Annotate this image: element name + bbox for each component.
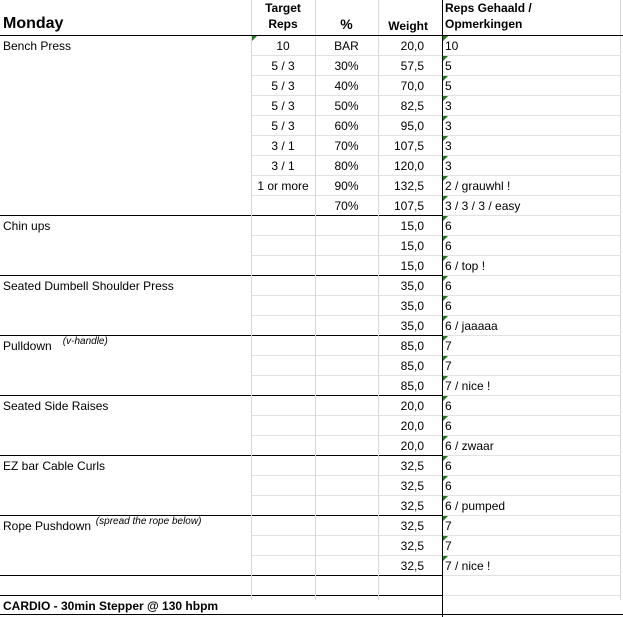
percent-cell[interactable] (315, 476, 378, 496)
table-row (0, 96, 623, 116)
comment-marker-icon (443, 556, 448, 561)
weight-cell[interactable] (378, 576, 424, 596)
table-row (0, 516, 623, 536)
percent-cell[interactable] (315, 536, 378, 556)
percent-cell[interactable] (315, 516, 378, 536)
target-reps-cell[interactable]: 5 / 3 (271, 79, 295, 93)
percent-cell[interactable]: 90% (334, 179, 359, 193)
percent-cell[interactable] (315, 296, 378, 316)
weight-cell[interactable]: 85,0 (400, 339, 424, 353)
reps-done-cell[interactable]: 6 (445, 219, 452, 233)
percent-cell[interactable]: BAR (334, 39, 359, 53)
weight-cell[interactable]: 35,0 (400, 299, 424, 313)
target-reps-cell[interactable] (251, 476, 315, 496)
weight-cell[interactable]: 32,5 (400, 559, 424, 573)
reps-done-cell[interactable]: 7 (445, 519, 452, 533)
table-row (0, 436, 623, 456)
cardio-note[interactable]: CARDIO - 30min Stepper @ 130 hbpm (3, 599, 219, 613)
target-reps-cell[interactable] (251, 396, 315, 416)
table-row (0, 416, 623, 436)
percent-cell[interactable] (315, 256, 378, 276)
comment-marker-icon (443, 256, 448, 261)
comment-marker-icon (443, 436, 448, 441)
exercise-cell[interactable]: Seated Side Raises (3, 399, 109, 413)
comment-marker-icon (443, 216, 448, 221)
comment-marker-icon (443, 76, 448, 81)
weight-cell[interactable]: 120,0 (393, 159, 424, 173)
target-reps-cell[interactable]: 1 or more (257, 179, 309, 193)
percent-cell[interactable] (315, 456, 378, 476)
table-row (0, 576, 623, 596)
weight-cell[interactable]: 20,0 (400, 39, 424, 53)
reps-done-cell[interactable]: 6 / top ! (445, 259, 486, 273)
table-row (0, 156, 623, 176)
exercise-cell[interactable]: Chin ups (3, 219, 51, 233)
grid-vline (620, 0, 621, 600)
target-reps-cell[interactable]: 5 / 3 (271, 99, 295, 113)
exercise-cell[interactable]: Seated Dumbell Shoulder Press (3, 279, 174, 293)
target-reps-cell[interactable]: 5 / 3 (271, 119, 295, 133)
target-reps-cell[interactable]: 3 / 1 (271, 159, 295, 173)
table-row (0, 356, 623, 376)
reps-done-cell[interactable]: 2 / grauwhl ! (445, 179, 511, 193)
header-weight[interactable]: Weight (388, 19, 428, 33)
percent-cell[interactable]: 70% (334, 199, 359, 213)
reps-done-cell[interactable]: 5 (445, 59, 452, 73)
reps-done-cell[interactable]: 6 (445, 459, 452, 473)
percent-cell[interactable] (315, 496, 378, 516)
table-row (0, 256, 623, 276)
reps-done-cell[interactable]: 6 (445, 239, 452, 253)
percent-cell[interactable] (315, 356, 378, 376)
header-border (0, 35, 623, 36)
percent-cell[interactable]: 30% (334, 59, 359, 73)
weight-cell[interactable]: 35,0 (400, 319, 424, 333)
weight-cell[interactable]: 95,0 (400, 119, 424, 133)
target-reps-cell[interactable] (251, 436, 315, 456)
table-row (0, 336, 623, 356)
table-row (0, 236, 623, 256)
reps-done-cell[interactable]: 3 (445, 119, 452, 133)
reps-done-cell[interactable]: 7 / nice ! (445, 559, 491, 573)
header-reps-done-line2[interactable]: Opmerkingen (445, 17, 523, 31)
percent-cell[interactable] (315, 336, 378, 356)
percent-cell[interactable] (315, 376, 378, 396)
reps-done-cell[interactable]: 6 (445, 299, 452, 313)
header-target-reps-line1[interactable]: Target (265, 1, 301, 15)
comment-marker-icon (443, 156, 448, 161)
sheet-bottom-border (0, 614, 623, 615)
reps-column-border (442, 0, 443, 617)
table-row (0, 456, 623, 476)
reps-done-cell[interactable]: 5 (445, 79, 452, 93)
table-row (0, 536, 623, 556)
exercise-cell[interactable]: Rope Pushdown (3, 519, 92, 533)
table-row (0, 76, 623, 96)
weight-cell[interactable]: 85,0 (400, 359, 424, 373)
weight-cell[interactable]: 32,5 (400, 499, 424, 513)
reps-done-cell[interactable]: 6 / pumped (445, 499, 506, 513)
weight-cell[interactable]: 85,0 (400, 379, 424, 393)
exercise-cell[interactable]: EZ bar Cable Curls (3, 459, 106, 473)
comment-marker-icon (443, 36, 448, 41)
table-row (0, 216, 623, 236)
table-row (0, 36, 623, 56)
percent-cell[interactable] (315, 396, 378, 416)
weight-cell[interactable]: 70,0 (400, 79, 424, 93)
table-row (0, 396, 623, 416)
table-row (0, 276, 623, 296)
target-reps-cell[interactable] (251, 356, 315, 376)
weight-cell[interactable]: 35,0 (400, 279, 424, 293)
reps-done-cell[interactable]: 7 (445, 539, 452, 553)
percent-cell[interactable] (315, 576, 378, 596)
table-row (0, 476, 623, 496)
target-reps-cell[interactable] (251, 216, 315, 236)
weight-cell[interactable]: 132,5 (393, 179, 424, 193)
target-reps-cell[interactable] (251, 536, 315, 556)
target-reps-cell[interactable] (251, 556, 315, 576)
weight-cell[interactable]: 20,0 (400, 399, 424, 413)
table-row (0, 376, 623, 396)
table-row (0, 556, 623, 576)
comment-marker-icon (443, 536, 448, 541)
comment-marker-icon (443, 296, 448, 301)
reps-done-cell[interactable]: 7 (445, 359, 452, 373)
target-reps-cell[interactable] (251, 416, 315, 436)
weight-cell[interactable]: 57,5 (400, 59, 424, 73)
exercise-cell[interactable]: Pulldown (3, 339, 52, 353)
comment-marker-icon (443, 476, 448, 481)
comment-marker-icon (443, 356, 448, 361)
comment-marker-icon (252, 36, 257, 41)
percent-cell[interactable]: 50% (334, 99, 359, 113)
comment-marker-icon (443, 96, 448, 101)
target-reps-cell[interactable] (251, 276, 315, 296)
table-row (0, 136, 623, 156)
exercise-cell[interactable]: Bench Press (3, 39, 72, 53)
weight-cell[interactable]: 20,0 (400, 439, 424, 453)
comment-marker-icon (443, 416, 448, 421)
percent-cell[interactable] (315, 416, 378, 436)
reps-done-cell[interactable]: 6 / zwaar (445, 439, 494, 453)
percent-cell[interactable] (315, 216, 378, 236)
target-reps-cell[interactable] (251, 376, 315, 396)
reps-done-cell[interactable]: 6 (445, 479, 452, 493)
target-reps-cell[interactable] (251, 296, 315, 316)
table-row (0, 116, 623, 136)
comment-marker-icon (443, 56, 448, 61)
reps-done-cell[interactable]: 10 (445, 39, 459, 53)
table-row (0, 496, 623, 516)
weight-cell[interactable]: 20,0 (400, 419, 424, 433)
comment-marker-icon (443, 236, 448, 241)
header-percent[interactable]: % (340, 16, 353, 32)
reps-done-cell[interactable]: 6 (445, 399, 452, 413)
target-reps-cell[interactable]: 5 / 3 (271, 59, 295, 73)
target-reps-cell[interactable] (251, 236, 315, 256)
comment-marker-icon (443, 396, 448, 401)
table-row (0, 316, 623, 336)
weight-cell[interactable]: 15,0 (400, 219, 424, 233)
table-row (0, 196, 623, 216)
target-reps-cell[interactable] (251, 496, 315, 516)
header-target-reps-line2[interactable]: Reps (268, 17, 298, 31)
comment-marker-icon (443, 336, 448, 341)
grid-vline (378, 0, 379, 600)
weight-cell[interactable]: 32,5 (400, 519, 424, 533)
comment-marker-icon (443, 376, 448, 381)
exercise-note: (spread the rope below) (95, 516, 202, 527)
weight-cell[interactable]: 32,5 (400, 459, 424, 473)
target-reps-cell[interactable] (251, 256, 315, 276)
percent-cell[interactable]: 80% (334, 159, 359, 173)
target-reps-cell[interactable] (251, 456, 315, 476)
reps-done-cell[interactable]: 3 / 3 / 3 / easy (445, 199, 521, 213)
exercise-note: (v-handle) (62, 336, 108, 347)
table-row (0, 56, 623, 76)
reps-done-cell[interactable]: 7 / nice ! (445, 379, 491, 393)
table-row (0, 176, 623, 196)
target-reps-cell[interactable] (251, 516, 315, 536)
weight-cell[interactable]: 15,0 (400, 259, 424, 273)
percent-cell[interactable]: 70% (334, 139, 359, 153)
weight-cell[interactable]: 15,0 (400, 239, 424, 253)
reps-done-cell[interactable]: 6 (445, 279, 452, 293)
weight-cell[interactable]: 107,5 (393, 199, 424, 213)
comment-marker-icon (443, 116, 448, 121)
comment-marker-icon (443, 136, 448, 141)
weight-cell[interactable]: 107,5 (393, 139, 424, 153)
percent-cell[interactable] (315, 236, 378, 256)
percent-cell[interactable] (315, 436, 378, 456)
comment-marker-icon (443, 496, 448, 501)
reps-done-cell[interactable]: 7 (445, 339, 452, 353)
comment-marker-icon (443, 316, 448, 321)
percent-cell[interactable] (315, 276, 378, 296)
weight-cell[interactable]: 32,5 (400, 479, 424, 493)
comment-marker-icon (443, 276, 448, 281)
comment-marker-icon (443, 176, 448, 181)
percent-cell[interactable] (315, 316, 378, 336)
table-row (0, 296, 623, 316)
header-day[interactable]: Monday (3, 15, 64, 32)
target-reps-cell[interactable]: 10 (276, 39, 290, 53)
target-reps-cell[interactable]: 3 / 1 (271, 139, 295, 153)
reps-done-cell[interactable]: 3 (445, 139, 452, 153)
header-reps-done-line1[interactable]: Reps Gehaald / (445, 1, 532, 15)
percent-cell[interactable] (315, 556, 378, 576)
reps-done-cell[interactable]: 3 (445, 99, 452, 113)
percent-cell[interactable]: 40% (334, 79, 359, 93)
weight-cell[interactable]: 32,5 (400, 539, 424, 553)
grid-vline (315, 0, 316, 600)
percent-cell[interactable]: 60% (334, 119, 359, 133)
target-reps-cell[interactable] (251, 196, 315, 216)
target-reps-cell[interactable] (251, 316, 315, 336)
target-reps-cell[interactable] (251, 576, 315, 596)
target-reps-cell[interactable] (251, 336, 315, 356)
comment-marker-icon (443, 196, 448, 201)
comment-marker-icon (443, 516, 448, 521)
comment-marker-icon (443, 456, 448, 461)
grid-vline (251, 0, 252, 600)
reps-done-cell[interactable]: 6 / jaaaaa (445, 319, 498, 333)
reps-done-cell[interactable]: 3 (445, 159, 452, 173)
weight-cell[interactable]: 82,5 (400, 99, 424, 113)
reps-done-cell[interactable]: 6 (445, 419, 452, 433)
